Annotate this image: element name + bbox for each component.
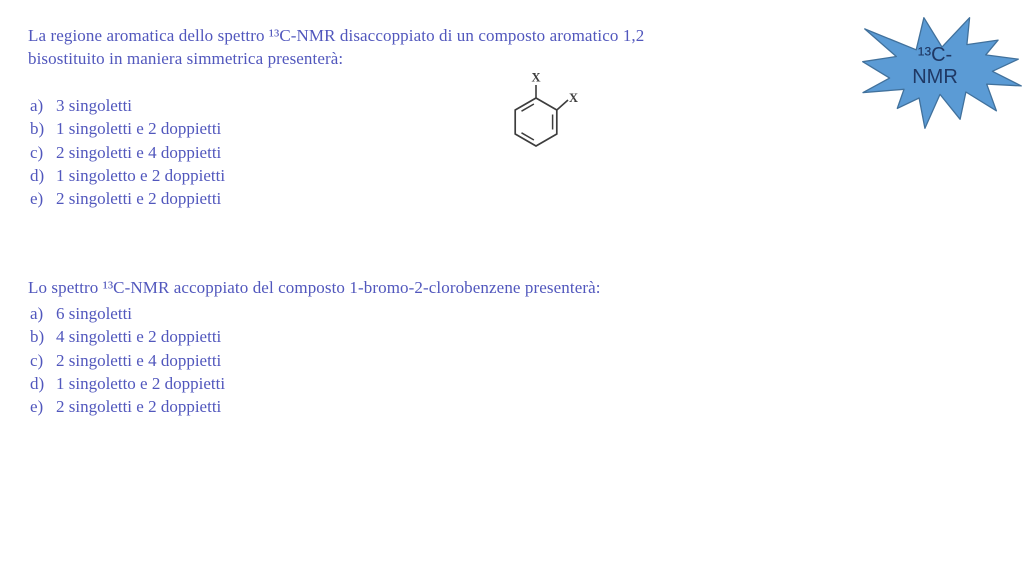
benzene-structure-diagram xyxy=(495,60,595,160)
starburst-label xyxy=(862,44,1008,88)
option-letter: b) xyxy=(30,119,45,139)
option-letter: b) xyxy=(30,327,45,347)
answer-option xyxy=(30,349,225,372)
question2-line1: Lo spettro ¹³C-NMR accoppiato del composto 1-bromo-2-clorobenzene presenterà: xyxy=(28,278,601,297)
option-text: 1 singoletti e 2 doppietti xyxy=(56,119,222,139)
answer-option xyxy=(30,164,225,187)
option-text: 2 singoletti e 4 doppietti xyxy=(56,142,222,162)
answer-option xyxy=(30,395,225,418)
question1-options xyxy=(30,94,225,210)
answer-option xyxy=(30,372,225,395)
option-letter: d) xyxy=(30,373,45,393)
option-letter: e) xyxy=(30,189,44,209)
substituent-label-top: X xyxy=(531,70,541,85)
option-text: 4 singoletti e 2 doppietti xyxy=(56,327,222,347)
benzene-ring-svg xyxy=(495,60,595,160)
option-letter: c) xyxy=(30,350,44,370)
option-text: 2 singoletti e 2 doppietti xyxy=(56,397,222,417)
nmr-starburst-badge xyxy=(862,17,1022,129)
option-letter: a) xyxy=(30,304,44,323)
question1-line1: La regione aromatica dello spettro ¹³C-NMR disaccoppiato di un composto aromatico 1,2 xyxy=(28,26,645,45)
benzene-ring xyxy=(515,98,557,146)
substituent-bond-right xyxy=(557,100,568,110)
option-text: 6 singoletti xyxy=(56,304,133,323)
option-text: 2 singoletti e 2 doppietti xyxy=(56,189,222,209)
answer-option xyxy=(30,141,225,164)
option-letter: e) xyxy=(30,397,44,417)
question2-text xyxy=(28,276,788,299)
answer-option xyxy=(30,325,225,348)
answer-option xyxy=(30,187,225,210)
question1-line2: bisostituito in maniera simmetrica presenterà: xyxy=(28,49,344,68)
option-text: 2 singoletti e 4 doppietti xyxy=(56,350,222,370)
option-text: 3 singoletti xyxy=(56,96,133,115)
starburst-label-line1: ¹³C- xyxy=(917,44,953,66)
option-letter: c) xyxy=(30,142,44,162)
option-letter: d) xyxy=(30,165,45,185)
option-letter: a) xyxy=(30,96,44,115)
substituent-label-right: X xyxy=(568,91,579,105)
starburst-label-line2: NMR xyxy=(912,66,958,88)
answer-option xyxy=(30,302,225,325)
question1-text xyxy=(28,24,728,70)
question2-options xyxy=(30,302,225,418)
option-text: 1 singoletto e 2 doppietti xyxy=(56,165,226,185)
answer-option xyxy=(30,117,225,140)
answer-option xyxy=(30,94,225,117)
option-text: 1 singoletto e 2 doppietti xyxy=(56,373,226,393)
